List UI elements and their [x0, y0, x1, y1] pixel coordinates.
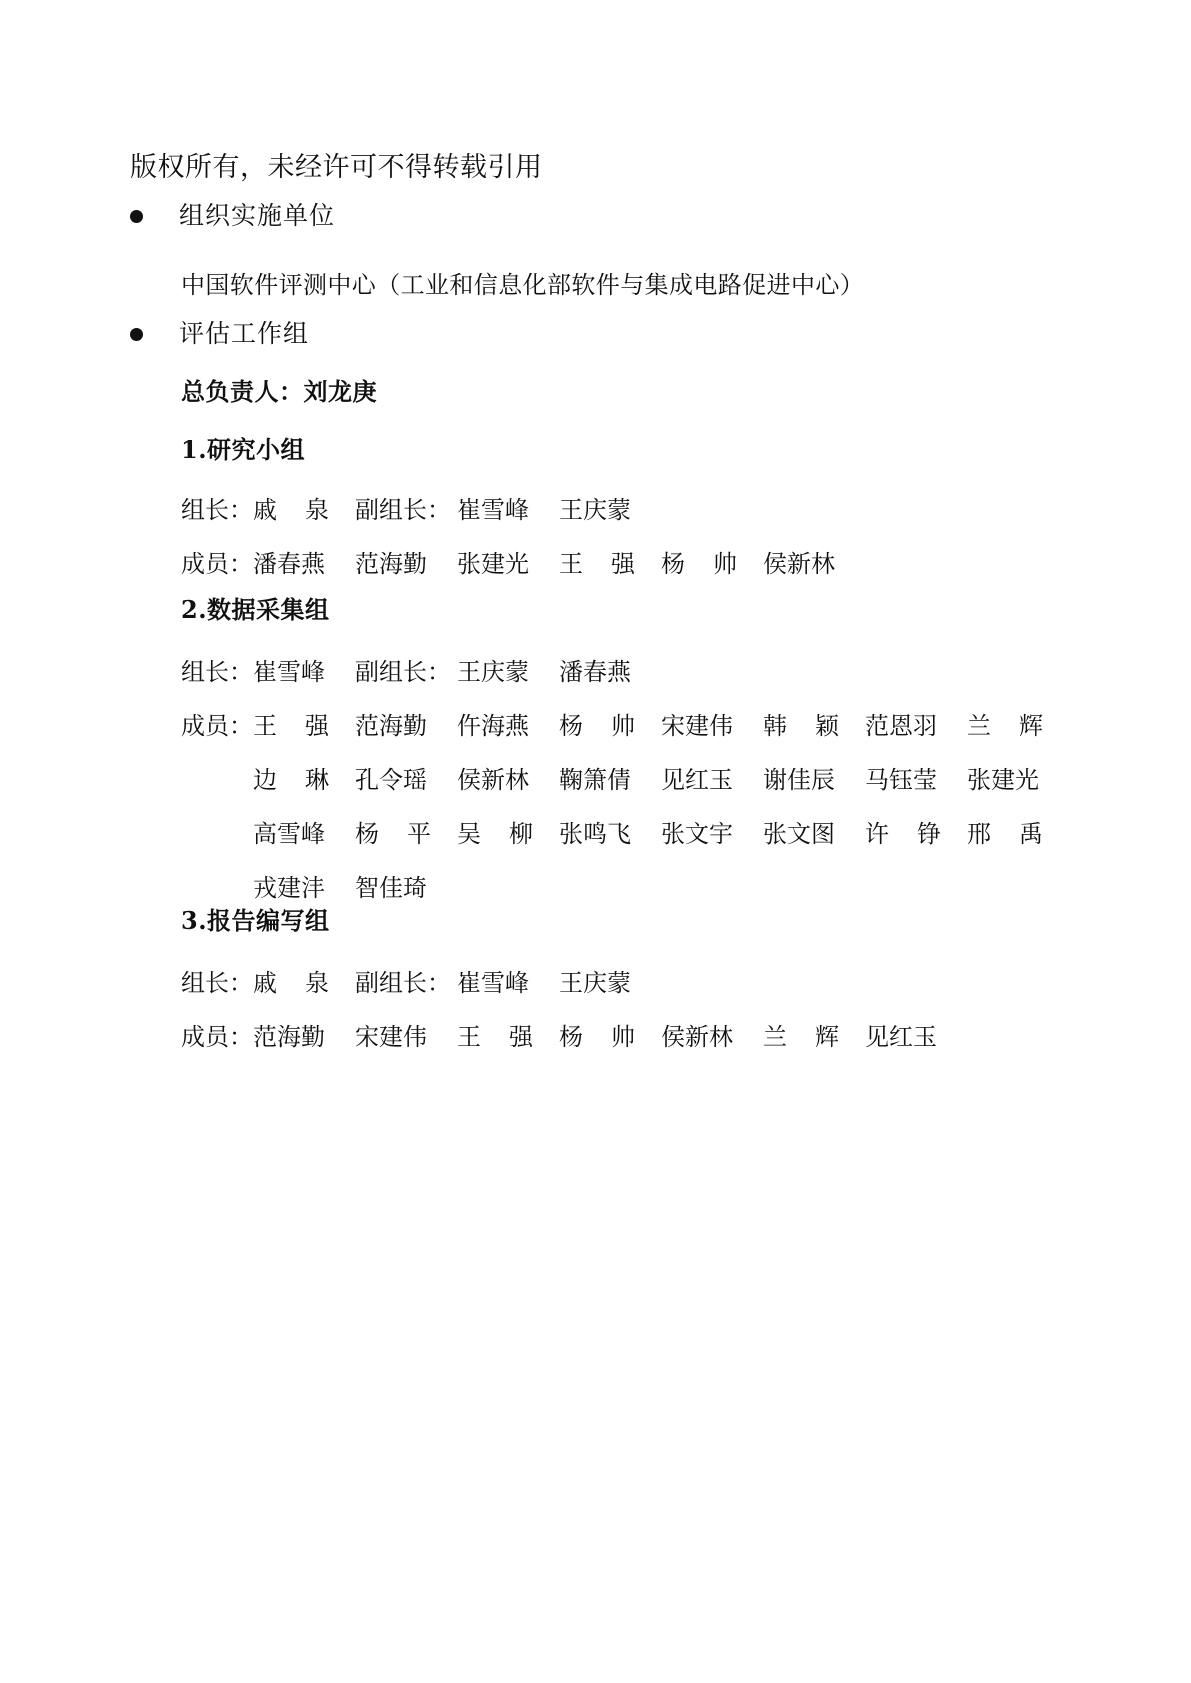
member-name: 王 强 [253, 712, 329, 740]
bullet-dot-icon [130, 328, 143, 341]
member-label: 成员： [181, 1023, 253, 1051]
member-name: 许 铮 [865, 820, 941, 848]
member-name: 见红玉 [661, 766, 733, 794]
member-name: 邢 禹 [967, 820, 1043, 848]
member-name: 范海勤 [355, 712, 427, 740]
leader-name: 戚 泉 [253, 969, 329, 997]
eval-group-heading: 评估工作组 [179, 319, 310, 348]
member-name: 仵海燕 [457, 712, 529, 740]
deputy-label: 副组长： [355, 496, 451, 524]
leader-label: 组长： [181, 969, 253, 997]
member-name: 杨 平 [355, 820, 431, 848]
deputy-label: 副组长： [355, 969, 451, 997]
member-name: 见红玉 [865, 1023, 937, 1051]
member-name: 王 强 [457, 1023, 533, 1051]
member-name: 侯新林 [661, 1023, 733, 1051]
group-title: 3.报告编写组 [181, 906, 330, 935]
group-title: 1.研究小组 [181, 435, 306, 464]
group-title: 2.数据采集组 [181, 595, 330, 624]
member-name: 杨 帅 [559, 712, 635, 740]
leader-name: 崔雪峰 [253, 658, 325, 686]
member-name: 张文宇 [661, 820, 733, 848]
member-name: 张建光 [457, 550, 529, 578]
member-name: 侯新林 [457, 766, 529, 794]
deputy-name: 王庆蒙 [559, 496, 631, 524]
member-name: 韩 颖 [763, 712, 839, 740]
member-name: 张文图 [763, 820, 835, 848]
bullet-dot-icon [130, 210, 143, 223]
member-label: 成员： [181, 550, 253, 578]
member-name: 王 强 [559, 550, 635, 578]
deputy-name: 王庆蒙 [457, 658, 529, 686]
member-name: 吴 柳 [457, 820, 533, 848]
member-name: 马钰莹 [865, 766, 937, 794]
member-name: 智佳琦 [355, 874, 427, 902]
member-name: 杨 帅 [661, 550, 737, 578]
member-name: 范海勤 [355, 550, 427, 578]
org-unit-heading: 组织实施单位 [179, 201, 336, 230]
bullet-org-unit [130, 196, 336, 236]
member-label: 成员： [181, 712, 253, 740]
deputy-name: 潘春燕 [559, 658, 631, 686]
member-name: 侯新林 [763, 550, 835, 578]
leader-name: 戚 泉 [253, 496, 329, 524]
member-name: 张鸣飞 [559, 820, 631, 848]
org-unit-text: 中国软件评测中心（工业和信息化部软件与集成电路促进中心） [181, 271, 865, 299]
member-name: 兰 辉 [967, 712, 1043, 740]
member-name: 高雪峰 [253, 820, 325, 848]
deputy-label: 副组长： [355, 658, 451, 686]
copyright-notice: 版权所有，未经许可不得转载引用 [130, 152, 543, 183]
member-name: 宋建伟 [661, 712, 733, 740]
member-name: 兰 辉 [763, 1023, 839, 1051]
member-name: 戎建沣 [253, 874, 325, 902]
deputy-name: 王庆蒙 [559, 969, 631, 997]
member-name: 边 琳 [253, 766, 329, 794]
leader-label: 组长： [181, 658, 253, 686]
member-name: 谢佳辰 [763, 766, 835, 794]
member-name: 范恩羽 [865, 712, 937, 740]
member-name: 鞠箫倩 [559, 766, 631, 794]
member-name: 杨 帅 [559, 1023, 635, 1051]
member-name: 范海勤 [253, 1023, 325, 1051]
member-name: 宋建伟 [355, 1023, 427, 1051]
deputy-name: 崔雪峰 [457, 496, 529, 524]
lead-line: 总负责人：刘龙庚 [181, 377, 377, 406]
leader-label: 组长： [181, 496, 253, 524]
member-name: 张建光 [967, 766, 1039, 794]
member-name: 潘春燕 [253, 550, 325, 578]
deputy-name: 崔雪峰 [457, 969, 529, 997]
member-name: 孔令瑶 [355, 766, 427, 794]
bullet-eval-group [130, 314, 310, 354]
